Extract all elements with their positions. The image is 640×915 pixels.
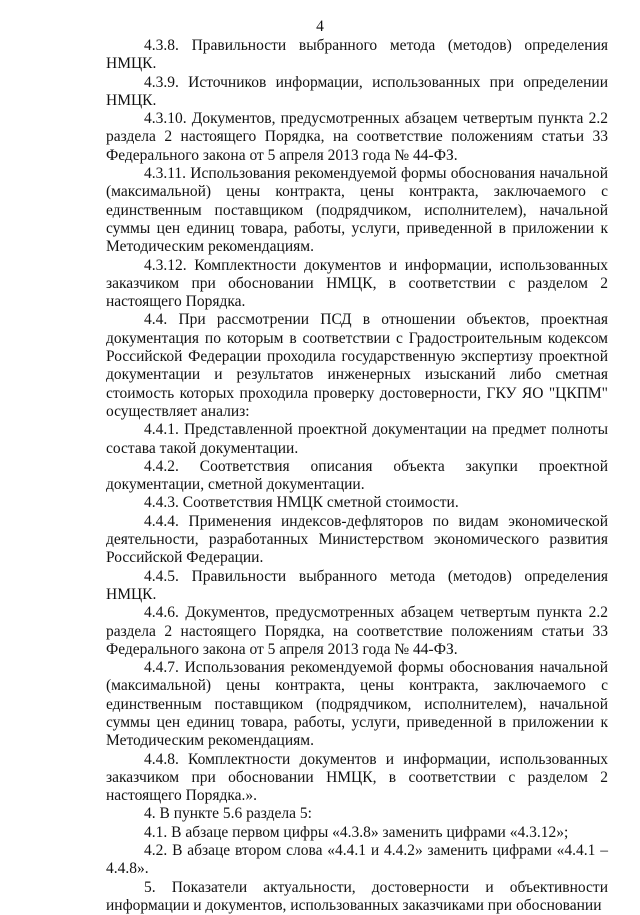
paragraph-4-4-7: 4.4.7. Использования рекомендуемой формы обоснования начальной (максимальной) цены контракта, цены контракта, заключаемого с единственным поставщиком (подрядчиком, исполнителем), начальной суммы цен единиц товара, работы, услуги, приведенной в приложении к Методическим рекомендациям. xyxy=(106,659,608,750)
paragraph-4-3-10: 4.3.10. Документов, предусмотренных абзацем четвертым пункта 2.2 раздела 2 настоящего Порядка, на соответствие положениям статьи 33 Федерального закона от 5 апреля 2013 года № 44-ФЗ. xyxy=(106,110,608,164)
paragraph-4-3-12: 4.3.12. Комплектности документов и информации, использованных заказчиком при обосновании НМЦК, в соответствии с разделом 2 настоящего Порядка. xyxy=(106,256,608,311)
paragraph-amend-4-2: 4.2. В абзаце втором слова «4.4.1 и 4.4.2» заменить цифрами «4.4.1 – 4.4.8». xyxy=(106,842,608,878)
paragraph-amend-4-1: 4.1. В абзаце первом цифры «4.3.8» заменить цифрами «4.3.12»; xyxy=(144,823,569,841)
paragraph-4-4-8: 4.4.8. Комплектности документов и информации, использованных заказчиком при обосновании НМЦК, в соответствии с разделом 2 настоящего Порядка.». xyxy=(106,750,608,805)
paragraph-4-3-11: 4.3.11. Использования рекомендуемой формы обоснования начальной (максимальной) цены контракта, цены контракта, заключаемого с единственным поставщиком (подрядчиком, исполнителем), начальной суммы цен единиц товара, работы, услуги, приведенной в приложении к Методическим рекомендациям. xyxy=(106,165,608,256)
paragraph-amend-5: 5. Показатели актуальности, достоверности и объективности информации и документов, использованных заказчиками при обосновании xyxy=(106,878,608,914)
paragraph-4-4-5: 4.4.5. Правильности выбранного метода (методов) определения НМЦК. xyxy=(106,567,608,603)
paragraph-4-4-6: 4.4.6. Документов, предусмотренных абзацем четвертым пункта 2.2 раздела 2 настоящего Порядка, на соответствие положениям статьи 33 Федерального закона от 5 апреля 2013 года № 44-ФЗ. xyxy=(106,604,608,658)
paragraph-4-4-2: 4.4.2. Соответствия описания объекта закупки проектной документации, сметной документации. xyxy=(106,457,608,494)
page-number: 4 xyxy=(316,18,324,35)
paragraph-4-4-4: 4.4.4. Применения индексов-дефляторов по видам экономической деятельности, разработанных Министерством экономического развития Российской Федерации. xyxy=(106,512,608,567)
paragraph-4-4-1: 4.4.1. Представленной проектной документации на предмет полноты состава такой документации. xyxy=(106,421,608,457)
paragraph-4-3-8: 4.3.8. Правильности выбранного метода (методов) определения НМЦК. xyxy=(106,37,608,73)
paragraph-4-4: 4.4. При рассмотрении ПСД в отношении объектов, проектная документация по которым в соответствии с Градостроительным кодексом Российской Федерации проходила государственную экспертизу проектной документации и результатов инженерных изысканий либо сметная стоимость которых проходила проверку достоверности, ГКУ ЯО "ЦКПМ" осуществляет анализ: xyxy=(106,311,608,420)
paragraph-4-3-9: 4.3.9. Источников информации, использованных при определении НМЦК. xyxy=(106,73,608,109)
paragraph-4-4-3: 4.4.3. Соответствия НМЦК сметной стоимости. xyxy=(144,494,459,512)
paragraph-amend-4: 4. В пункте 5.6 раздела 5: xyxy=(144,805,312,823)
document-body xyxy=(106,37,608,915)
